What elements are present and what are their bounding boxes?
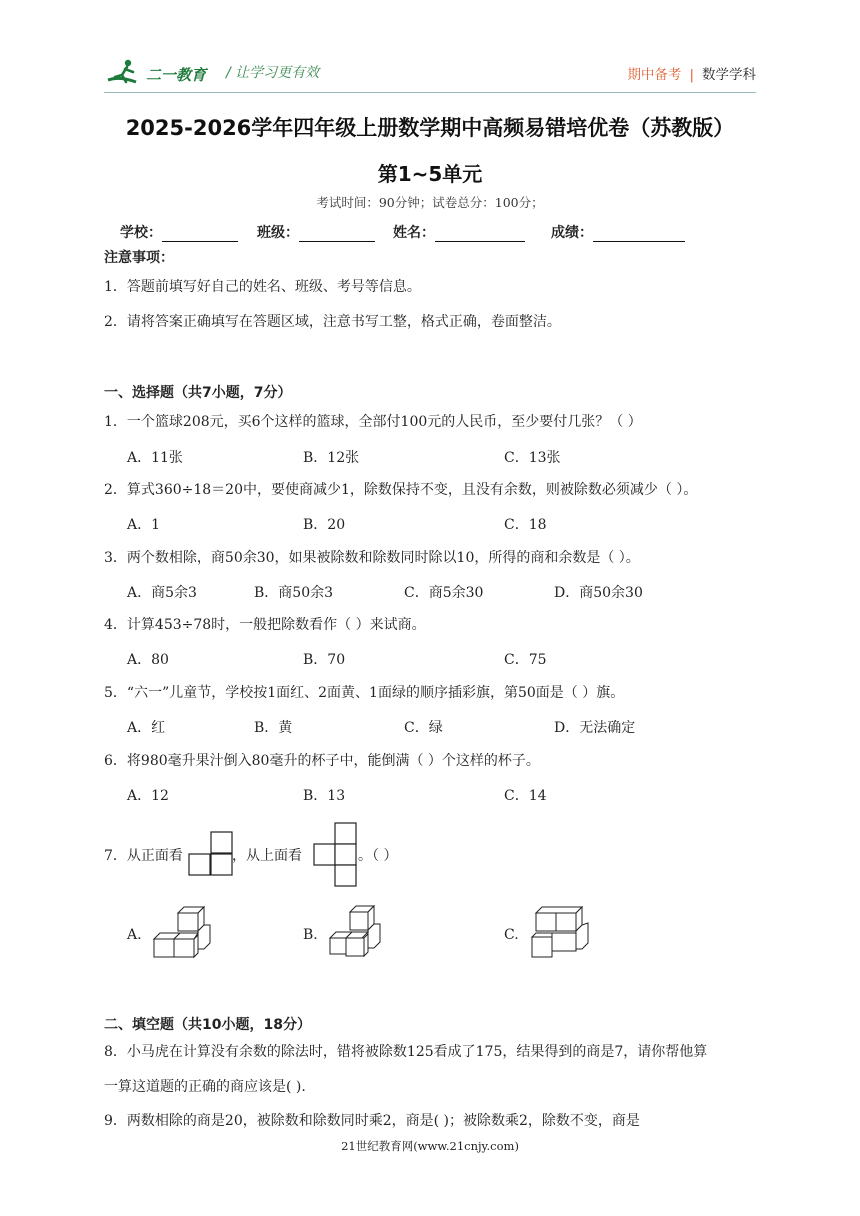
question-6: 6．将980毫升果汁倒入80毫升的杯子中，能倒满（ ）个这样的杯子。: [104, 753, 540, 769]
option-b[interactable]: B．12张: [303, 450, 360, 466]
class-blank[interactable]: [299, 226, 375, 242]
header-tags: [627, 63, 756, 83]
school-blank[interactable]: [162, 226, 238, 242]
exam-info: 考试时间：90分钟；试卷总分：100分；: [316, 195, 544, 210]
top-view-figure: [313, 822, 359, 888]
option-a[interactable]: A．红: [127, 720, 166, 736]
score-label: 成绩：: [551, 225, 593, 241]
section1-heading: 一、选择题（共7小题，7分）: [104, 385, 292, 401]
tag-midterm: 期中备考: [627, 67, 682, 83]
school-label: 学校：: [120, 225, 162, 241]
tag-separator: |: [689, 67, 694, 83]
question-7-part2: ，从上面看: [232, 848, 302, 864]
score-field[interactable]: [551, 222, 685, 242]
question-8-line1: 8．小马虎在计算没有余数的除法时，错将被除数125看成了175，结果得到的商是7，请你帮他算: [104, 1044, 708, 1060]
page-title: 2025-2026学年四年级上册数学期中高频易错培优卷（苏教版）: [125, 116, 735, 140]
page-footer: 21世纪教育网(www.21cnjy.com): [341, 1139, 519, 1153]
question-7-part1: 7．从正面看: [104, 848, 183, 864]
option-b[interactable]: B．黄: [254, 720, 293, 736]
cube-stack-b-figure[interactable]: [326, 902, 386, 962]
page-subtitle: 第1~5单元: [377, 162, 483, 186]
option-a[interactable]: A．12: [127, 788, 169, 804]
option-b[interactable]: B．70: [303, 652, 346, 668]
question-9-line1: 9．两数相除的商是20，被除数和除数同时乘2，商是( )；被除数乘2，除数不变，商是: [104, 1113, 640, 1129]
option-a[interactable]: A.: [127, 927, 142, 943]
option-a[interactable]: A．1: [127, 517, 161, 533]
class-label: 班级：: [257, 225, 299, 241]
option-a[interactable]: A．11张: [127, 450, 183, 466]
question-1: 1．一个篮球208元，买6个这样的篮球，全部付100元的人民币，至少要付几张？（ ）: [104, 414, 642, 430]
brand-name: 二一教育: [146, 66, 207, 84]
name-label: 姓名：: [393, 225, 435, 241]
option-c[interactable]: C．14: [504, 788, 547, 804]
question-7-part3: 。（ ）: [358, 848, 398, 864]
option-c[interactable]: C．18: [504, 517, 547, 533]
option-c[interactable]: C．绿: [404, 720, 443, 736]
note-item: 1．答题前填写好自己的姓名、班级、考号等信息。: [104, 279, 421, 295]
option-c[interactable]: C.: [504, 927, 519, 943]
front-view-figure: [188, 831, 234, 877]
option-b[interactable]: B．商50余3: [254, 585, 334, 601]
question-4: 4．计算453÷78时，一般把除数看作（ ）来试商。: [104, 617, 426, 633]
school-field[interactable]: [120, 222, 238, 242]
question-2: 2．算式360÷18＝20中，要使商减少1，除数保持不变，且没有余数，则被除数必须减少（ ）。: [104, 482, 698, 498]
notes-heading: 注意事项：: [104, 250, 174, 266]
option-c[interactable]: C．商5余30: [404, 585, 484, 601]
note-item: 2．请将答案正确填写在答题区域，注意书写工整，格式正确，卷面整洁。: [104, 314, 561, 330]
score-blank[interactable]: [593, 226, 685, 242]
header-divider: [104, 92, 756, 93]
option-b[interactable]: B.: [303, 927, 318, 943]
section2-heading: 二、填空题（共10小题，18分）: [104, 1017, 311, 1033]
cube-stack-a-figure[interactable]: [150, 905, 214, 961]
option-b[interactable]: B．20: [303, 517, 346, 533]
class-field[interactable]: [257, 222, 375, 242]
option-a[interactable]: A．商5余3: [127, 585, 197, 601]
option-c[interactable]: C．75: [504, 652, 547, 668]
option-d[interactable]: D．商50余30: [554, 585, 643, 601]
name-field[interactable]: [393, 222, 525, 242]
tag-subject: 数学学科: [702, 67, 756, 83]
slogan: / 让学习更有效: [226, 65, 320, 81]
name-blank[interactable]: [435, 226, 525, 242]
option-c[interactable]: C．13张: [504, 450, 561, 466]
runner-icon: [106, 58, 146, 88]
option-b[interactable]: B．13: [303, 788, 346, 804]
cube-stack-c-figure[interactable]: [528, 905, 594, 961]
question-3: 3．两个数相除，商50余30，如果被除数和除数同时除以10，所得的商和余数是（ ）。: [104, 550, 640, 566]
question-5: 5．“六一”儿童节，学校按1面红、2面黄、1面绿的顺序插彩旗，第50面是（ ）旗。: [104, 685, 625, 701]
option-d[interactable]: D．无法确定: [554, 720, 636, 736]
question-8-line2: 一算这道题的正确的商应该是( ).: [104, 1079, 306, 1095]
option-a[interactable]: A．80: [127, 652, 169, 668]
